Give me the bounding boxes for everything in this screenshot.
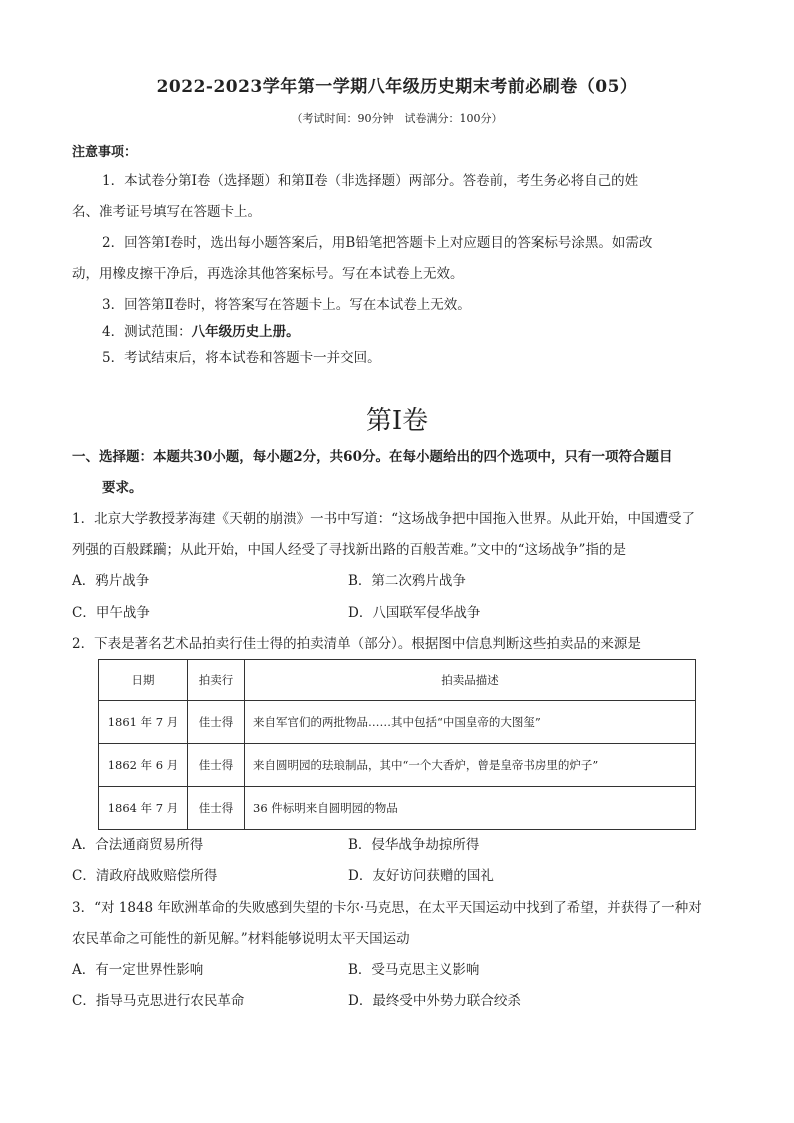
q2-option-b: B．侵华战争劫掠所得 xyxy=(348,837,480,853)
notice-item-5: 5．考试结束后，将本试卷和答题卡一并交回。 xyxy=(102,350,381,366)
notice-item-4-scope: 八年级历史上册。 xyxy=(191,324,300,340)
q1-option-d: D．八国联军侵华战争 xyxy=(348,605,481,621)
q2-stem: 2．下表是著名艺术品拍卖行佳士得的拍卖清单（部分）。根据图中信息判断这些拍卖品的来源是 xyxy=(72,636,641,652)
q3-option-c: C．指导马克思进行农民革命 xyxy=(72,993,245,1009)
notice-item-2-line-2: 动，用橡皮擦干净后，再选涂其他答案标号。写在本试卷上无效。 xyxy=(72,266,464,282)
auction-header-date: 日期 xyxy=(99,660,188,701)
auction-cell-house: 佳士得 xyxy=(188,787,245,830)
auction-cell-date: 1864 年 7 月 xyxy=(99,787,188,830)
auction-table-header-row xyxy=(99,660,696,701)
q1-option-c: C．甲午战争 xyxy=(72,605,150,621)
q3-stem-line-2: 农民革命之可能性的新见解。”材料能够说明太平天国运动 xyxy=(72,931,410,947)
q1-stem-line-2: 列强的百般蹂躏；从此开始，中国人经受了寻找新出路的百般苦难。”文中的“这场战争”指的是 xyxy=(72,542,626,558)
auction-cell-house: 佳士得 xyxy=(188,701,245,744)
auction-cell-description: 36 件标明来自圆明园的物品 xyxy=(245,787,696,830)
section-instruction-line-1: 一、选择题：本题共30小题，每小题2分，共60分。在每小题给出的四个选项中，只有一项符合题目 xyxy=(72,449,673,465)
q2-option-d: D．友好访问获赠的国礼 xyxy=(348,868,494,884)
notice-item-1-line-2: 名、准考证号填写在答题卡上。 xyxy=(72,204,261,220)
q1-stem-line-1: 1．北京大学教授茅海建《天朝的崩溃》一书中写道：“这场战争把中国拖入世界。从此开始，中国遭受了 xyxy=(72,511,695,527)
table-row xyxy=(99,787,696,830)
q1-option-b: B．第二次鸦片战争 xyxy=(348,573,466,589)
auction-cell-house: 佳士得 xyxy=(188,744,245,787)
auction-table xyxy=(98,659,696,830)
auction-cell-date: 1862 年 6 月 xyxy=(99,744,188,787)
q3-option-b: B．受马克思主义影响 xyxy=(348,962,480,978)
auction-header-house: 拍卖行 xyxy=(188,660,245,701)
q3-option-d: D．最终受中外势力联合绞杀 xyxy=(348,993,521,1009)
table-row xyxy=(99,744,696,787)
exam-subtitle: （考试时间：90分钟 试卷满分：100分） xyxy=(291,112,503,125)
auction-cell-description: 来自军官们的两批物品……其中包括“中国皇帝的大图玺” xyxy=(245,701,696,744)
notice-item-1-line-1: 1．本试卷分第Ⅰ卷（选择题）和第Ⅱ卷（非选择题）两部分。答卷前，考生务必将自己的姓 xyxy=(102,173,639,189)
notice-item-4-prefix: 4．测试范围： xyxy=(102,324,192,340)
auction-header-description: 拍卖品描述 xyxy=(245,660,696,701)
q3-option-a: A．有一定世界性影响 xyxy=(72,962,204,978)
q3-stem-line-1: 3．“对 1848 年欧洲革命的失败感到失望的卡尔·马克思，在太平天国运动中找到了希望，并获得了一种对 xyxy=(72,900,702,916)
section-instruction-line-2: 要求。 xyxy=(102,480,143,496)
q2-option-c: C．清政府战败赔偿所得 xyxy=(72,868,218,884)
notice-item-4 xyxy=(102,322,300,342)
notice-item-3: 3．回答第Ⅱ卷时，将答案写在答题卡上。写在本试卷上无效。 xyxy=(102,297,471,313)
table-row xyxy=(99,701,696,744)
notice-item-2-line-1: 2．回答第Ⅰ卷时，选出每小题答案后，用B铅笔把答题卡上对应题目的答案标号涂黑。如需改 xyxy=(102,235,653,251)
q1-option-a: A．鸦片战争 xyxy=(72,573,150,589)
notice-heading: 注意事项： xyxy=(72,145,138,160)
q2-option-a: A．合法通商贸易所得 xyxy=(72,837,204,853)
auction-cell-description: 来自圆明园的珐琅制品，其中“一个大香炉，曾是皇帝书房里的炉子” xyxy=(245,744,696,787)
exam-title: 2022-2023学年第一学期八年级历史期末考前必刷卷（05） xyxy=(156,77,638,97)
auction-cell-date: 1861 年 7 月 xyxy=(99,701,188,744)
section-title: 第Ⅰ卷 xyxy=(365,406,429,436)
